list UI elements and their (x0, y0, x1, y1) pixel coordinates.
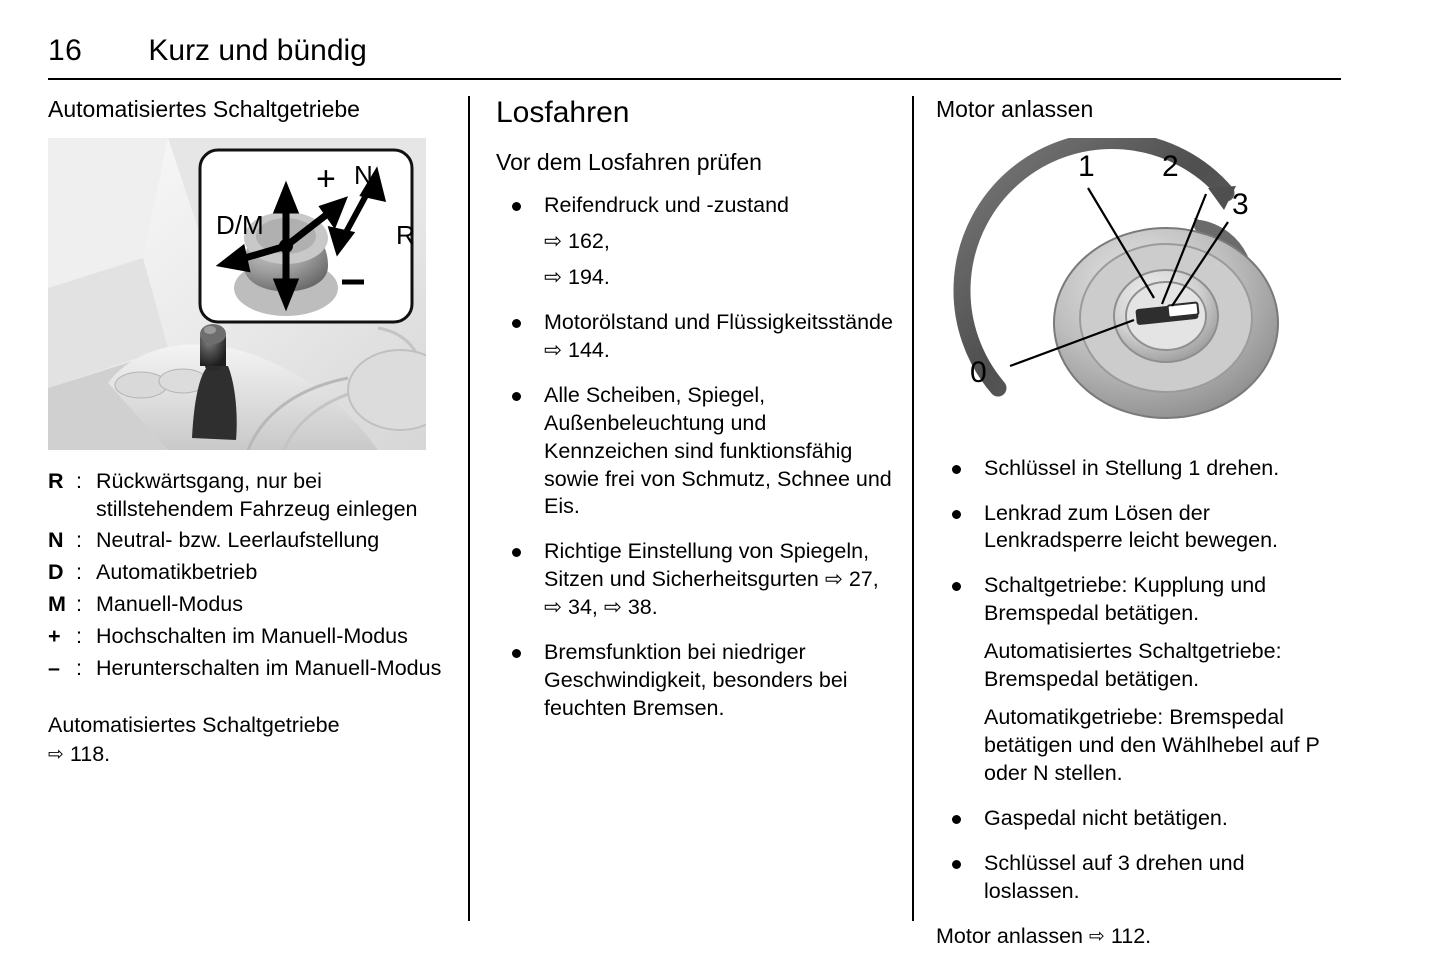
list-item: Gaspedal nicht betätigen. (936, 805, 1341, 833)
legend-colon: : (76, 528, 82, 553)
cross-reference-text: Automatisiertes Schaltgetriebe (48, 713, 340, 738)
gear-lever-photo (48, 138, 426, 450)
svg-text:D/M: D/M (216, 209, 264, 240)
list-item-reference: ⇨ 194. (544, 264, 610, 289)
list-item-para: Automatikgetriebe: Bremspedal betätigen und den Wählhebel auf P oder N stellen. (984, 705, 1320, 786)
legend-colon: : (76, 560, 82, 585)
cross-reference-motor-anlassen (936, 923, 1341, 951)
cross-reference-page: 112. (1110, 923, 1152, 948)
list-item: Richtige Einstellung von Spiegeln, Sitzen und Sicherheitsgurten ⇨ 27, ⇨ 34, ⇨ 38. (496, 538, 896, 622)
gear-position-legend (48, 468, 458, 684)
list-item-para: Automatisiertes Schaltgetriebe: Bremspedal betätigen. (984, 639, 1282, 692)
list-item: Lenkrad zum Lösen der Lenkradsperre leicht bewegen. (936, 500, 1341, 556)
cross-reference-page: 118. (69, 742, 111, 767)
svg-text:+: + (316, 159, 336, 198)
list-item: Schlüssel in Stellung 1 drehen. (936, 455, 1341, 483)
svg-text:3: 3 (1232, 187, 1249, 221)
section-title-motor-anlassen: Motor anlassen (936, 96, 1094, 122)
list-item: Bremsfunktion bei niedriger Geschwindigkeit, besonders bei feuchten Bremsen. (496, 639, 896, 723)
legend-text: Neutral- bzw. Leerlaufstellung (96, 528, 380, 553)
legend-text: Herunterschalten im Manuell-Modus (96, 656, 442, 681)
cross-reference-text: Motor anlassen (936, 923, 1083, 948)
page-number: 16 (48, 34, 83, 67)
column-3 (936, 96, 1341, 951)
header-divider (48, 78, 1341, 80)
legend-colon: : (76, 468, 82, 493)
svg-text:2: 2 (1162, 149, 1179, 183)
legend-row (48, 559, 458, 587)
legend-key: D (48, 560, 64, 585)
column-1 (48, 96, 458, 769)
ignition-switch-diagram (936, 138, 1314, 443)
list-item-reference: ⇨ 162, (544, 228, 610, 253)
legend-key: M (48, 592, 66, 617)
reference-arrow-icon: ⇨ (1088, 924, 1105, 947)
list-item (936, 572, 1341, 788)
legend-key: N (48, 528, 64, 553)
legend-colon: : (76, 656, 82, 681)
list-item: Alle Scheiben, Spiegel, Außenbeleuchtung und Kennzeichen sind funktionsfähig sowie frei von Schmutz, Schnee und Eis. (496, 382, 896, 522)
checklist-before-driving (496, 192, 896, 723)
legend-colon: : (76, 624, 82, 649)
svg-text:N: N (354, 159, 373, 190)
page-title: Kurz und bündig (148, 34, 367, 67)
list-item: Schlüssel auf 3 drehen und loslassen. (936, 850, 1341, 906)
column-divider-2 (912, 96, 914, 921)
list-item-line: Schaltgetriebe: Kupplung und Bremspedal betätigen. (984, 573, 1267, 626)
legend-row (48, 591, 458, 619)
legend-key-plus: + (48, 624, 61, 649)
svg-text:1: 1 (1078, 149, 1095, 183)
column-divider-1 (468, 96, 470, 921)
svg-text:R: R (396, 219, 415, 250)
svg-text:0: 0 (970, 355, 987, 389)
list-item: Motorölstand und Flüssigkeitsstände ⇨ 144. (496, 309, 896, 365)
legend-row (48, 623, 458, 651)
legend-text: Automatikbetrieb (96, 560, 258, 585)
chapter-title-losfahren: Losfahren (496, 96, 630, 129)
legend-key: R (48, 468, 64, 493)
legend-row (48, 527, 458, 555)
subsection-title-vor-dem-losfahren: Vor dem Losfahren prüfen (496, 149, 762, 175)
page-header (48, 34, 1338, 68)
section-title-automated-transmission: Automatisiertes Schaltgetriebe (48, 96, 360, 122)
list-item-line: Reifendruck und -zustand (544, 193, 790, 217)
legend-text: Hochschalten im Manuell-Modus (96, 624, 408, 649)
legend-row (48, 468, 458, 524)
reference-arrow-icon: ⇨ (48, 743, 64, 766)
legend-key-minus: – (48, 656, 60, 681)
column-2 (496, 96, 896, 740)
engine-start-steps (936, 455, 1341, 906)
list-item (496, 192, 896, 292)
legend-text: Manuell-Modus (96, 592, 243, 617)
legend-row (48, 655, 458, 683)
cross-reference-automated-transmission (48, 711, 458, 769)
legend-colon: : (76, 592, 82, 617)
legend-text: Rückwärtsgang, nur bei stillstehendem Fahrzeug einlegen (96, 468, 418, 521)
